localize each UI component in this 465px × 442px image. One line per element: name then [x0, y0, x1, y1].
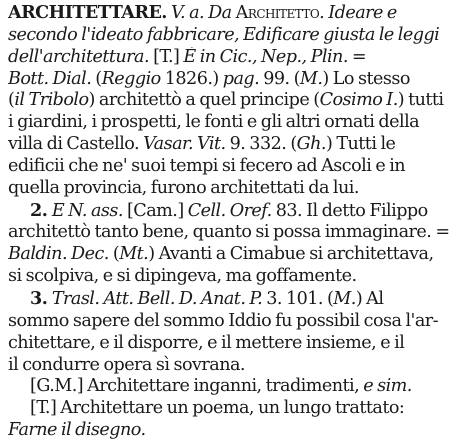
text-segment: 9. 332. ( — [225, 134, 297, 155]
text-segment: [T.] — [149, 46, 184, 67]
entry-line — [8, 311, 457, 333]
text-segment: sommo sapere del sommo Iddio fu possibil cosa l'ar- — [8, 310, 439, 331]
text-segment: 2. — [30, 199, 52, 221]
text-segment: quella provincia, furono architettati da lui. — [8, 177, 359, 198]
text-segment: M. — [299, 68, 323, 89]
text-segment: Gh. — [296, 134, 326, 155]
text-segment: 3. — [30, 287, 52, 309]
text-segment: villa di Castello. — [8, 134, 144, 155]
entry-line — [8, 156, 457, 178]
entry-line — [8, 25, 457, 47]
text-segment: architettò tanto bene, quanto si possa immaginare. = — [8, 222, 450, 243]
text-segment: e sim. — [363, 376, 412, 397]
text-segment: È in Cic., Nep., Plin. = — [183, 46, 367, 67]
entry-line — [8, 398, 457, 420]
text-segment: M. — [333, 288, 356, 309]
text-segment: ) Lo stesso — [322, 68, 410, 89]
text-segment: il Tribolo — [14, 90, 89, 111]
entry-line — [8, 222, 457, 244]
text-segment: il condurre opera sì sovrana. — [8, 354, 245, 375]
text-segment: [T.] Architettare un poema, un lungo trattato: — [30, 398, 405, 419]
text-segment: Cell. Oref. — [187, 200, 272, 221]
text-segment: [Cam.] — [122, 200, 188, 221]
text-segment: Baldin. Dec. — [8, 244, 109, 265]
text-segment: Farne il disegno. — [8, 420, 146, 441]
text-segment: secondo l'ideato fabbricare, Edificare giusta le leggi — [8, 24, 440, 45]
text-segment: [G.M.] Architettare inganni, tradimenti, — [30, 376, 364, 397]
text-segment: Bott. Dial. — [8, 68, 92, 89]
entry-line — [8, 47, 457, 69]
entry-line — [8, 288, 457, 311]
text-segment: chitettare, e il disporre, e il mettere insieme, e il — [8, 332, 405, 353]
entry-line — [8, 376, 457, 398]
text-segment: pag. — [222, 68, 260, 89]
text-segment: E N. ass. — [51, 200, 123, 221]
entry-line — [8, 90, 457, 112]
entry-line — [8, 134, 457, 156]
entry-line — [8, 244, 457, 266]
text-segment: 99. ( — [259, 68, 300, 89]
entry-line — [8, 112, 457, 134]
text-segment: Reggio — [101, 68, 161, 89]
text-segment: ) architettò a quel principe ( — [88, 90, 320, 111]
text-segment: ) Al — [355, 288, 384, 309]
text-segment: 1826.) — [160, 68, 223, 89]
text-segment: 83. Il detto Filippo — [271, 200, 428, 221]
text-segment: ) Avanti a Cimabue si architettava, — [148, 244, 434, 265]
text-segment: ( — [8, 90, 15, 111]
entry-line — [8, 178, 457, 200]
entry-line — [8, 355, 457, 377]
text-segment: Vasar. Vit. — [143, 134, 226, 155]
text-segment: . Ideare e — [319, 3, 397, 23]
entry-line — [8, 266, 457, 288]
text-segment: ( — [108, 244, 120, 265]
text-segment: ( — [91, 68, 102, 89]
entry-line — [8, 420, 457, 442]
entry-line — [8, 200, 457, 223]
text-segment: Cosimo I. — [319, 90, 398, 111]
text-segment: Mt. — [119, 244, 149, 265]
text-segment: ARCHITETTARE. — [8, 2, 167, 23]
text-segment: ) tutti — [397, 90, 444, 111]
text-segment: edificii che ne' suoi tempi si fecero ad Ascoli e in — [8, 155, 406, 176]
text-segment: V. a. Da — [170, 3, 236, 23]
text-segment: 3. 101. ( — [262, 288, 334, 309]
text-segment: i giardini, i prospetti, le fonti e gli altri ornati della — [8, 112, 420, 133]
entry-line — [8, 2, 457, 25]
text-segment: Architetto — [235, 3, 320, 23]
entry-line — [8, 333, 457, 355]
text-segment: ) Tutti le — [325, 134, 396, 155]
entry-line — [8, 69, 457, 91]
text-segment: dell'architettura. — [8, 46, 150, 67]
text-segment: Trasl. Att. Bell. D. Anat. P. — [51, 288, 263, 309]
text-segment: si scolpiva, e si dipingeva, ma goffamente. — [8, 266, 357, 287]
